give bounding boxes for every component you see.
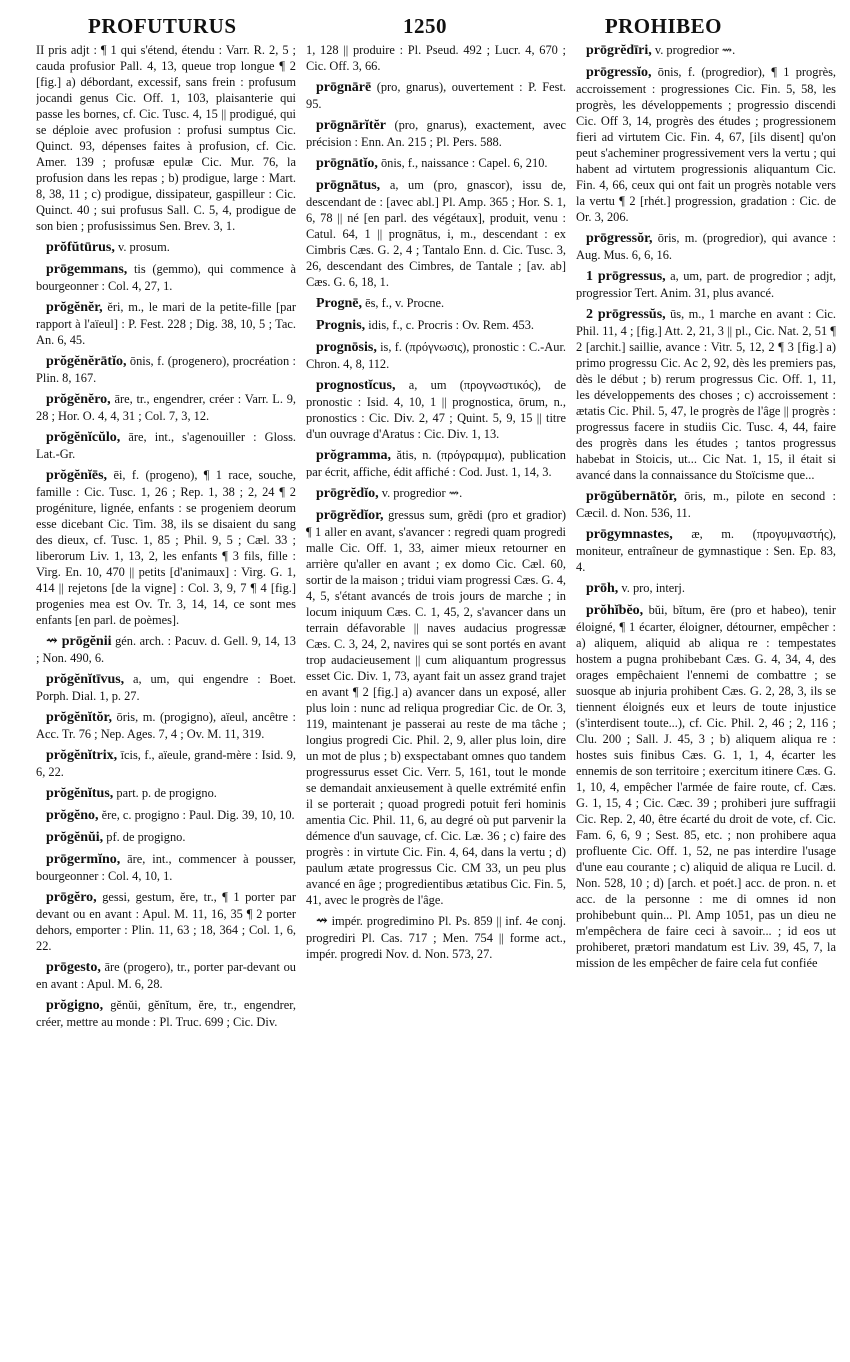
entry-headword: prōgermĭno, — [46, 852, 121, 867]
entry-definition: āre (progero), tr., porter par-devant ou en avant : Apul. M. 6, 28. — [36, 960, 296, 991]
entry-definition: a, um, part. de progredior ; adjt, progressior Tert. Anim. 31, plus avancé. — [576, 269, 836, 300]
dictionary-entry — [36, 959, 296, 992]
entry-headword: prōgressĭo, — [586, 65, 652, 80]
dictionary-entry — [306, 913, 566, 962]
dictionary-entry — [36, 353, 296, 386]
entry-headword: prŏgĕnĕr, — [46, 300, 103, 315]
entry-definition: āre, int., commencer à pousser, bourgeonner : Col. 4, 10, 1. — [36, 852, 296, 883]
entry-headword: prŏgigno, — [46, 998, 104, 1013]
entry-definition: (pro, gnarus), ouvertement : P. Fest. 95. — [306, 80, 566, 111]
dictionary-entry — [306, 485, 566, 502]
entry-definition: ēi, f. (progeno), ¶ 1 race, souche, famille : Cic. Tusc. 1, 26 ; Rep. 1, 38 ; 2, 24 ¶ 2 progéniture, lignée, enfants : se progeniem deorum esse dicebant Cic. Tim. 38, ils se disaient du sang des dieux, cf. Tusc. 1, 85 ; Phil. 9, 5 ; Cæl. 33 ; liberorum Liv. 1, 13, 2, les enfants ¶ 3 fils, fille : Virg. En. 10, 470 || petits [d'animaux] : Virg. G. 1, 414 || rejetons [de la vigne] : Col. 3, 9, 7 ¶ 4 [fig.] progenies mea est Ov. Tr. 3, 14, 14, ce sont mes enfants [en parl. de poèmes]. — [36, 468, 296, 627]
dictionary-entry — [36, 709, 296, 742]
entry-definition: īcis, f., aïeule, grand-mère : Isid. 9, 6, 22. — [36, 748, 296, 779]
entry-definition: v. progredior ⇝. — [651, 43, 736, 57]
entry-definition: (pro, gnarus), exactement, avec précision : Enn. An. 215 ; Pl. Pers. 588. — [306, 118, 566, 149]
entry-headword: prŏgĕnĭtus, — [46, 786, 114, 801]
entry-headword: prŏgĕnĭcŭlo, — [46, 430, 121, 445]
entry-definition: ĕri, m., le mari de la petite-fille [par rapport à l'aïeul] : P. Fest. 228 ; Dig. 38, 10, 5 ; Tac. An. 6, 45. — [36, 300, 296, 347]
entry-definition: ūs, m., 1 marche en avant : Cic. Phil. 11, 4 ; [fig.] Att. 2, 21, 3 || pl., Cic. Nat. 2, 51 ¶ 2 [archit.] saillie, avance : Vitr. 5, 12, 2 ¶ 3 [fig.] a) primo progressu Cic. Ac 2, 92, dès les premiers pas, dès le début ; b) rerum progressus Cic. Off. 1, 11, les développements des choses ; c) accroissement : ætatis Cic. Phil. 5, 47, le progrès de l'âge || progrès : progressus facere in studiis Cic. Tusc. 4, 44, faire des progrès dans les études ; tantos progressus habebat in Stoicis, ut... Cic Nat. 1, 15, il était si avancé dans la connaissance du Stoïcisme que... — [576, 307, 836, 482]
dictionary-entry — [306, 79, 566, 112]
dictionary-entry — [306, 317, 566, 334]
entry-headword: prognōsis, — [316, 340, 377, 355]
running-head-left: PROFUTURUS — [88, 14, 237, 38]
entry-definition: v. progredior ⇝. — [378, 486, 463, 500]
entry-headword: prŏgĕnĕrātĭo, — [46, 354, 127, 369]
entry-definition: gessi, gestum, ĕre, tr., ¶ 1 porter par devant ou en avant : Apul. M. 11, 16, 35 ¶ 2 porter dehors, emporter : Plin. 11, 63 ; 18, 364 ; Col. 1, 6, 22. — [36, 890, 296, 953]
entry-definition: āre, int., s'agenouiller : Gloss. Lat.-Gr. — [36, 430, 296, 461]
entry-definition: ōris, m. (progigno), aïeul, ancêtre : Acc. Tr. 76 ; Nep. Ages. 7, 4 ; Ov. M. 11, 319. — [36, 710, 296, 741]
dictionary-entry — [306, 117, 566, 150]
entry-headword: prōgrĕdīri, — [586, 43, 652, 58]
dictionary-entry — [576, 306, 836, 483]
dictionary-entry — [36, 747, 296, 780]
entry-definition: ōnis, f. (progredior), ¶ 1 progrès, accroissement : progressiones Cic. Fin. 5, 58, les progrès, les développements ; progressio discendi Cic. Off 3, 14, progrès des études ; progressionem fieri ad virtutem Cic. Fin. 4, 67, [ils disent] qu'on peut s'acheminer progressivement vers la vertu ; qui habent ad virtutem progressionis aliquantum Cic. Fin. 4, 66, ceux qui ont fait un progrès notable vers la vertu ¶ 2 [rhét.] progression, gradation : Cic. de Or. 3, 206. — [576, 65, 836, 224]
dictionary-entry — [306, 507, 566, 908]
entry-headword: prōgressŏr, — [586, 231, 653, 246]
entry-definition: ōris, m., pilote en second : Cæcil. d. Non. 536, 11. — [576, 489, 836, 520]
column-right — [576, 42, 836, 1352]
dictionary-entry — [36, 467, 296, 628]
dictionary-entry — [306, 155, 566, 172]
dictionary-entry — [36, 299, 296, 348]
entry-headword: 1 prōgressus, — [586, 269, 666, 284]
dictionary-entry — [576, 580, 836, 597]
dictionary-entry — [36, 429, 296, 462]
entry-headword: prŏgĕno, — [46, 808, 99, 823]
dictionary-entry — [576, 526, 836, 575]
entry-definition: ōnis, f. (progenero), procréation : Plin. 8, 167. — [36, 354, 296, 385]
entry-definition: bŭi, bĭtum, ēre (pro et habeo), tenir éloigné, ¶ 1 écarter, éloigner, détourner, empêcher : a) aliquem, aliquid ab aliqua re : tempestates hostem a pugna prohibebant Cæs. G. 4, 34, 4, des orages empêchaient l'ennemi de combattre ; se suosque ab injuria prohibent Cæs. G. 2, 28, 3, ils se tiennent éloignés eux et leurs de toute injustice (s'interdisent toute...), cf. Cic. Phil. 2, 46 ; 2, 116 ; Clu. 200 ; Sall. J. 45, 3 ; b) aliquem aliqua re : hostes suis finibus Cæs. G. 1, 1, 4, écarter les ennemis de son territoire ; exercitum itinere Cæs. G. 1, 10, 4, empêcher l'armée de faire route, cf. Cæs. G. 1, 15, 4 ; Cic. Cæc. 39 ; prohiberi jure suffragii Cic. Rep. 2, 40, être écarté du droit de vote, cf. Cic. Fam. 6, 6, 9 ; Sest. 85, etc. ; non prohibere aqua profluente Cic. Off. 1, 52, ne pas interdire l'usage d'une eau courante ; c) aliquid de aliqua re Lucil. d. Non. 528, 10 ; d) [arch. et poét.] acc. de pron. n. et acc. de la personne : me di omnes id non prohibebunt quin... Pl. Amp 1051, pas un dieu ne m'empêchera de faire ceci à savoir... ; id eos ut prohiberet, prætori mandatum est Liv. 39, 45, 7, la mission de les empêcher de faire cela fut confiée — [576, 603, 836, 970]
dictionary-entry — [306, 295, 566, 312]
entry-definition: is, f. (πρόγνωσις), pronostic : C.-Aur. Chron. 4, 8, 112. — [306, 340, 566, 371]
dictionary-entry — [576, 602, 836, 971]
dictionary-entry — [36, 997, 296, 1030]
entry-headword: prŏgĕnŭi, — [46, 830, 104, 845]
entry-headword: prognostĭcus, — [316, 378, 396, 393]
entry-definition: part. p. de progigno. — [113, 786, 217, 800]
dictionary-entry — [36, 391, 296, 424]
entry-headword: prŏgĕnĭēs, — [46, 468, 108, 483]
entry-headword: prŏgramma, — [316, 448, 392, 463]
entry-definition: ōnis, f., naissance : Capel. 6, 210. — [377, 156, 548, 170]
entry-definition: v. prosum. — [114, 240, 170, 254]
dictionary-entry — [576, 230, 836, 263]
dictionary-entry — [306, 377, 566, 442]
page-number: 1250 — [403, 14, 447, 38]
entry-headword: ⇝ — [316, 914, 328, 929]
dictionary-entry — [36, 829, 296, 846]
entry-headword: prŏgĕnĭtrix, — [46, 748, 118, 763]
entry-definition: II pris adjt : ¶ 1 qui s'étend, étendu : Varr. R. 2, 5 ; cauda profusior Pall. 4, 13, queue trop longue ¶ 2 [fig.] a) débordant, excessif, sans frein : profusum jocandi genus Cic. Off. 1, 103, plaisanterie qui passe les bornes, cf. Cic. Tusc. 4, 15 || prodigué, qui se déploie avec profusion : profusi sumptus Cic. Quinct. 93, dépenses faites à profusion, cf. Cic. Amer. 139 ; profusæ epulæ Cic. Mur. 76, la profusion dans les repas ; b) prodigue, large : Mart. 8, 38, 11 ; c) prodigue, dissipateur, gaspilleur : Cic. Quinct. 40 ; sui profusus Sall. C. 5, 4, prodigue de son bien ; profusissimus Sen. Brev. 3, 1. — [36, 43, 296, 233]
entry-headword: prōgrĕdĭo, — [316, 486, 379, 501]
dictionary-entry — [306, 42, 566, 74]
entry-definition: a, um, qui engendre : Boet. Porph. Dial. 1, p. 27. — [36, 672, 296, 703]
entry-definition: ēs, f., v. Procne. — [362, 296, 445, 310]
entry-headword: prōgĕro, — [46, 890, 97, 905]
column-middle — [306, 42, 566, 1352]
entry-definition: gén. arch. : Pacuv. d. Gell. 9, 14, 13 ; Non. 490, 6. — [36, 634, 296, 665]
entry-headword: prŏgĕnĭtŏr, — [46, 710, 112, 725]
entry-definition: ătis, n. (πρόγραμμα), publication par écrit, affiche, édit affiché : Cod. Just. 1, 14, 3. — [306, 448, 566, 479]
entry-headword: Prognē, — [316, 296, 363, 311]
entry-headword: prŏfŭtūrus, — [46, 240, 115, 255]
entry-definition: æ, m. (προγυμναστής), moniteur, entraîneur de gymnastique : Sen. Ep. 83, 4. — [576, 527, 836, 574]
entry-definition: pf. de progigno. — [103, 830, 186, 844]
column-left — [36, 42, 296, 1352]
dictionary-entry — [36, 851, 296, 884]
entry-definition: tis (gemmo), qui commence à bourgeonner : Col. 4, 27, 1. — [36, 262, 296, 293]
entry-headword: prōgŭbernātŏr, — [586, 489, 677, 504]
entry-headword: ⇝ prōgĕnii — [46, 634, 112, 649]
dictionary-entry — [36, 261, 296, 294]
entry-definition: v. pro, interj. — [618, 581, 685, 595]
dictionary-entry — [306, 339, 566, 372]
entry-definition: ōris, m. (progredior), qui avance : Aug. Mus. 6, 6, 16. — [576, 231, 836, 262]
entry-headword: prŏgĕnĕro, — [46, 392, 111, 407]
entry-headword: prōgesto, — [46, 960, 101, 975]
dictionary-entry — [36, 889, 296, 954]
dictionary-entry — [36, 239, 296, 256]
entry-headword: prōgrĕdĭor, — [316, 508, 384, 523]
entry-headword: prōgemmans, — [46, 262, 128, 277]
entry-headword: prōgnārĭtĕr — [316, 118, 386, 133]
dictionary-entry — [36, 785, 296, 802]
entry-definition: 1, 128 || produire : Pl. Pseud. 492 ; Lucr. 4, 670 ; Cic. Off. 3, 66. — [306, 43, 566, 73]
entry-headword: prōgymnastes, — [586, 527, 673, 542]
dictionary-entry — [36, 42, 296, 234]
dictionary-entry — [36, 807, 296, 824]
dictionary-entry — [576, 64, 836, 225]
running-head-right: PROHIBEO — [604, 14, 722, 38]
entry-headword: prŏgĕnĭtīvus, — [46, 672, 125, 687]
entry-headword: prōgnātus, — [316, 178, 381, 193]
dictionary-columns — [36, 42, 836, 1352]
entry-definition: gĕnŭi, gĕnĭtum, ĕre, tr., engendrer, créer, mettre au monde : Pl. Truc. 699 ; Cic. Div. — [36, 998, 296, 1029]
entry-headword: 2 prōgressŭs, — [586, 307, 666, 322]
entry-definition: āre, tr., engendrer, créer : Varr. L. 9, 28 ; Hor. O. 4, 4, 31 ; Col. 7, 3, 12. — [36, 392, 296, 423]
dictionary-entry — [36, 671, 296, 704]
entry-headword: Prognis, — [316, 318, 366, 333]
entry-headword: prōh, — [586, 581, 619, 596]
entry-definition: ĕre, c. progigno : Paul. Dig. 39, 10, 10. — [98, 808, 295, 822]
entry-definition: a, um (pro, gnascor), issu de, descendant de : [avec abl.] Pl. Amp. 365 ; Hor. S. 1, 6, 78 || né [en parl. des végétaux], produit, venu : Catul. 64, 1 || prognātus, i, m., descendant : ex Cimbris Cæs. G. 2, 4 ; Tantalo Enn. d. Cic. Tusc. 3, 26, descendant des Cimbres, de Tantale ; [av. ab] Cæs. G. 6, 18, 1. — [306, 178, 566, 289]
dictionary-entry — [576, 488, 836, 521]
page-header — [0, 4, 850, 38]
dictionary-entry — [576, 42, 836, 59]
entry-definition: impér. progredimino Pl. Ps. 859 || inf. 4e conj. progrediri Pl. Cas. 717 ; Men. 754 || forme act., impér. progredi Nov. d. Non. 573, 27. — [306, 914, 566, 961]
entry-headword: prōgnātĭo, — [316, 156, 378, 171]
entry-definition: a, um (προγνωστικός), de pronostic : Isid. 4, 10, 1 || prognostica, ōrum, n., pronostics : Cic. Div. 2, 47 ; Quint. 5, 9, 15 || titre d'un ouvrage d'Aratus : Cic. Div. 1, 13. — [306, 378, 566, 441]
entry-headword: prŏhĭbĕo, — [586, 603, 644, 618]
dictionary-entry — [36, 633, 296, 666]
dictionary-entry — [306, 177, 566, 290]
entry-headword: prōgnārē — [316, 80, 372, 95]
entry-definition: idis, f., c. Procris : Ov. Rem. 453. — [365, 318, 535, 332]
entry-definition: gressus sum, grĕdi (pro et gradior) ¶ 1 aller en avant, s'avancer : regredi quam progredi malle Cic. Off. 1, 33, aimer mieux retourner en arrière qu'aller en avant ; ex domo Cic. Cæl. 60, sortir de la maison ; tridui viam progressi Cæs. G. 4, 4, 5, s'étant avancés de trois jours de marche ; in locum iniquum Cæs. C. 1, 45, 2, s'avancer dans un terrain défavorable || naves audacius progressæ Cæs. C. 3, 24, 2, navires qui se sont portés en avant trop audacieusement || cum aliquantum progressus esset Cic. Div. 1, 73, ayant fait un assez grand trajet en avant ¶ 2 [fig.] a) avancer dans un exposé, aller plus loin : nunc ad reliqua progrediar Cic. de Or. 3, 119, maintenant je passerai au reste de ma tâche ; longius progredi Cic. Phil. 2, 9, aller plus loin, dire un mot de plus ; b) exspectabant omnes quo tandem progressurus esset Cic. Verr. 5, 161, tout le monde se demandait anxieusement à quelle extrémité enfin il se porterait ; quoad progredi potuit feri hominis amentia Cic. Phil. 11, 6, au degré où put parvenir la démence d'un sauvage, cf. Cic. Læ. 36 ; c) faire des progrès : in virtute Cic. Fin. 4, 64, dans la vertu ; d) paulum ætate progressus Cic. CM 33, un peu plus avancé en âge ; progredientibus ætatibus Cic. Fin. 5, 41, avec le progrès de l'âge. — [306, 508, 566, 907]
dictionary-entry — [306, 447, 566, 480]
dictionary-entry — [576, 268, 836, 301]
